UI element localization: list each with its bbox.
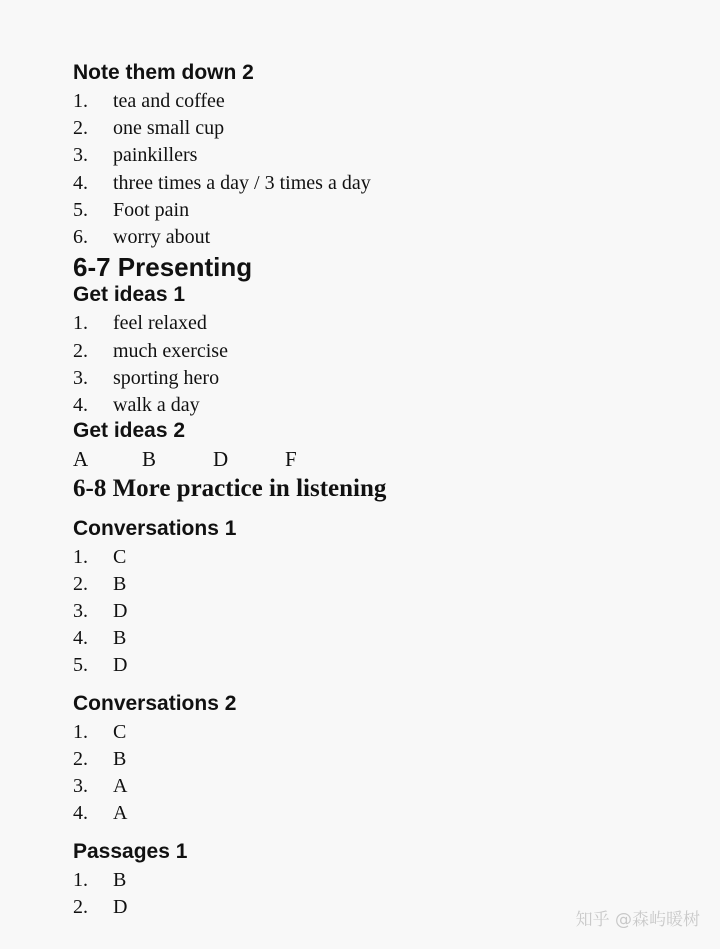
item-text: A bbox=[113, 802, 128, 824]
item-text: C bbox=[113, 721, 127, 743]
answer-letter: D bbox=[213, 447, 229, 471]
heading-note-them-down-2: Note them down 2 bbox=[73, 61, 254, 84]
item-text: Foot pain bbox=[113, 199, 190, 221]
item-number: 2. bbox=[73, 573, 88, 595]
item-number: 3. bbox=[73, 600, 88, 622]
item-number: 2. bbox=[73, 748, 88, 770]
item-text: B bbox=[113, 627, 127, 649]
item-text: B bbox=[113, 573, 127, 595]
item-number: 4. bbox=[73, 627, 88, 649]
answer-letter: A bbox=[73, 447, 89, 471]
item-text: A bbox=[113, 775, 128, 797]
heading-passages-1: Passages 1 bbox=[73, 840, 188, 863]
item-text: walk a day bbox=[113, 394, 200, 416]
answer-letter: F bbox=[285, 447, 297, 471]
item-number: 4. bbox=[73, 802, 88, 824]
heading-6-7-presenting: 6-7 Presenting bbox=[73, 252, 253, 282]
heading-conversations-2: Conversations 2 bbox=[73, 692, 237, 715]
item-number: 1. bbox=[73, 546, 88, 568]
heading-6-8-more-practice: 6-8 More practice in listening bbox=[73, 475, 387, 502]
item-number: 3. bbox=[73, 775, 88, 797]
heading-conversations-1: Conversations 1 bbox=[73, 517, 237, 540]
item-text: D bbox=[113, 896, 128, 918]
item-text: one small cup bbox=[113, 117, 225, 139]
item-text: painkillers bbox=[113, 144, 198, 166]
item-number: 4. bbox=[73, 172, 88, 194]
item-text: D bbox=[113, 654, 128, 676]
item-number: 1. bbox=[73, 90, 88, 112]
watermark-text: 知乎 @森屿暖树 bbox=[575, 910, 700, 930]
item-number: 5. bbox=[73, 654, 88, 676]
item-number: 6. bbox=[73, 226, 88, 248]
item-number: 2. bbox=[73, 896, 88, 918]
item-number: 4. bbox=[73, 394, 88, 416]
item-number: 1. bbox=[73, 312, 88, 334]
item-number: 5. bbox=[73, 199, 88, 221]
item-text: B bbox=[113, 748, 127, 770]
item-number: 1. bbox=[73, 721, 88, 743]
answer-letter: B bbox=[142, 447, 157, 471]
item-text: three times a day / 3 times a day bbox=[113, 172, 371, 194]
item-number: 2. bbox=[73, 340, 88, 362]
item-number: 3. bbox=[73, 367, 88, 389]
heading-get-ideas-2: Get ideas 2 bbox=[73, 419, 186, 442]
item-text: feel relaxed bbox=[113, 312, 207, 334]
item-text: B bbox=[113, 869, 127, 891]
item-text: sporting hero bbox=[113, 367, 220, 389]
item-number: 3. bbox=[73, 144, 88, 166]
item-number: 2. bbox=[73, 117, 88, 139]
item-text: tea and coffee bbox=[113, 90, 225, 112]
item-text: worry about bbox=[113, 226, 211, 248]
item-text: D bbox=[113, 600, 128, 622]
item-number: 1. bbox=[73, 869, 88, 891]
item-text: much exercise bbox=[113, 340, 228, 362]
heading-get-ideas-1: Get ideas 1 bbox=[73, 283, 186, 306]
item-text: C bbox=[113, 546, 127, 568]
